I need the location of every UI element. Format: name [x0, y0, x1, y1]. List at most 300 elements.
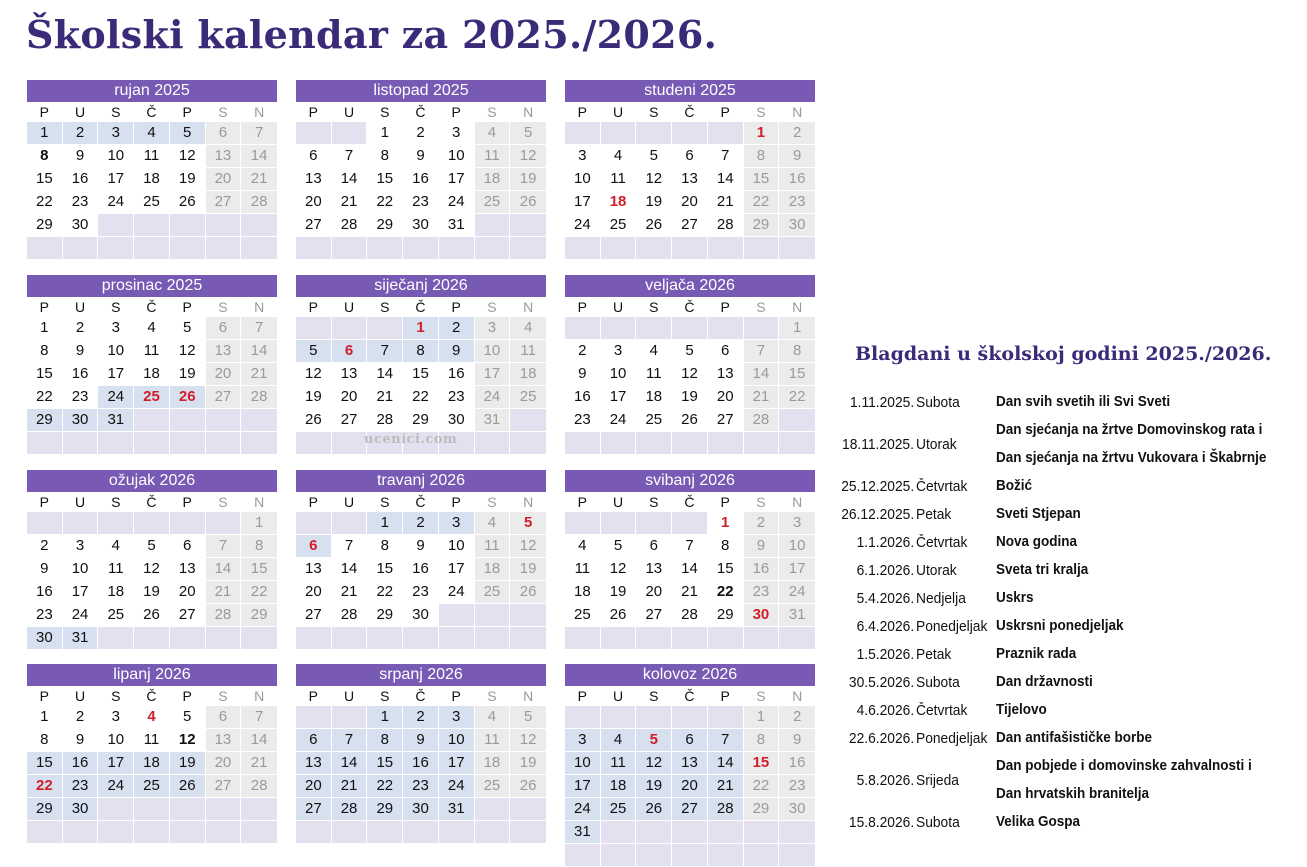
day-cell: 16	[403, 752, 439, 775]
day-cell: 18	[601, 191, 637, 214]
day-cell: 11	[475, 145, 511, 168]
day-cell: 23	[565, 409, 601, 432]
day-cell: 27	[672, 798, 708, 821]
empty-cell	[565, 237, 601, 260]
weekday-label: N	[779, 102, 815, 122]
holiday-weekday: Ponedjeljak	[916, 729, 988, 747]
weekday-label: S	[367, 297, 403, 317]
holiday-name	[996, 472, 1032, 500]
empty-cell	[63, 432, 99, 455]
empty-cell	[296, 627, 332, 650]
day-cell: 21	[672, 581, 708, 604]
day-cell: 2	[744, 512, 780, 535]
day-cell: 17	[565, 775, 601, 798]
empty-cell	[601, 237, 637, 260]
day-cell: 28	[332, 798, 368, 821]
day-cell: 13	[672, 168, 708, 191]
empty-cell	[510, 432, 546, 455]
day-cell: 5	[170, 706, 206, 729]
day-cell: 23	[63, 386, 99, 409]
day-cell: 30	[63, 214, 99, 237]
empty-cell	[403, 237, 439, 260]
empty-cell	[241, 627, 277, 650]
empty-cell	[170, 512, 206, 535]
empty-cell	[439, 237, 475, 260]
day-cell: 4	[134, 706, 170, 729]
day-cell: 5	[296, 340, 332, 363]
day-cell: 30	[27, 627, 63, 650]
weekday-label: P	[565, 297, 601, 317]
empty-cell	[206, 214, 242, 237]
day-cell: 18	[475, 752, 511, 775]
day-cell: 3	[601, 340, 637, 363]
day-cell: 14	[332, 558, 368, 581]
day-cell: 1	[367, 122, 403, 145]
weekday-label: P	[296, 102, 332, 122]
weekday-label: S	[636, 686, 672, 706]
day-cell: 30	[439, 409, 475, 432]
day-cell: 21	[241, 363, 277, 386]
day-cell: 19	[510, 752, 546, 775]
day-cell: 29	[367, 798, 403, 821]
holiday-name	[996, 500, 1081, 528]
day-cell: 28	[332, 214, 368, 237]
day-cell: 6	[708, 340, 744, 363]
day-cell: 4	[475, 122, 511, 145]
day-cell: 31	[779, 604, 815, 627]
day-cell: 10	[439, 145, 475, 168]
day-cell: 6	[206, 706, 242, 729]
day-cell: 31	[439, 798, 475, 821]
empty-cell	[510, 214, 546, 237]
day-cell: 13	[636, 558, 672, 581]
empty-cell	[672, 627, 708, 650]
day-cell: 28	[744, 409, 780, 432]
day-cell: 10	[565, 752, 601, 775]
holiday-row	[826, 416, 1296, 472]
empty-cell	[27, 821, 63, 844]
empty-cell	[672, 706, 708, 729]
day-cell: 22	[744, 191, 780, 214]
empty-cell	[170, 627, 206, 650]
empty-cell	[565, 512, 601, 535]
day-cell: 21	[206, 581, 242, 604]
holiday-name-line: Uskrs	[996, 589, 1034, 606]
day-cell: 7	[367, 340, 403, 363]
empty-cell	[779, 409, 815, 432]
day-cell: 8	[367, 729, 403, 752]
day-cell: 4	[475, 512, 511, 535]
day-cell: 12	[510, 145, 546, 168]
day-cell: 30	[779, 798, 815, 821]
day-cell: 14	[708, 752, 744, 775]
empty-cell	[241, 409, 277, 432]
empty-cell	[565, 627, 601, 650]
empty-cell	[63, 237, 99, 260]
day-cell: 13	[708, 363, 744, 386]
day-cell: 22	[779, 386, 815, 409]
holiday-weekday: Utorak	[916, 561, 957, 579]
day-cell: 6	[636, 535, 672, 558]
month-title: lipanj 2026	[27, 664, 277, 686]
holiday-name-line: Dan hrvatskih branitelja	[996, 785, 1150, 802]
day-cell: 7	[241, 706, 277, 729]
empty-cell	[708, 432, 744, 455]
weekday-label: Č	[134, 297, 170, 317]
holiday-row	[826, 808, 1296, 836]
day-cell: 17	[565, 191, 601, 214]
day-cell: 23	[403, 581, 439, 604]
day-cell: 19	[296, 386, 332, 409]
holiday-row	[826, 640, 1296, 668]
day-cell: 19	[510, 168, 546, 191]
holiday-name-line: Dan državnosti	[996, 673, 1093, 690]
day-cell: 26	[170, 386, 206, 409]
day-cell: 22	[403, 386, 439, 409]
day-cell: 15	[241, 558, 277, 581]
weekday-label: N	[779, 492, 815, 512]
empty-cell	[565, 844, 601, 867]
day-cell: 11	[475, 729, 511, 752]
day-cell: 1	[708, 512, 744, 535]
day-cell: 22	[241, 581, 277, 604]
weekday-label: S	[475, 492, 511, 512]
day-cell: 12	[672, 363, 708, 386]
day-cell: 21	[332, 581, 368, 604]
empty-cell	[672, 122, 708, 145]
day-cell: 19	[601, 581, 637, 604]
empty-cell	[134, 798, 170, 821]
month-title: kolovoz 2026	[565, 664, 815, 686]
day-cell: 11	[636, 363, 672, 386]
holiday-weekday: Četvrtak	[916, 701, 968, 719]
day-cell: 26	[170, 775, 206, 798]
weekday-label: N	[241, 297, 277, 317]
month-title: prosinac 2025	[27, 275, 277, 297]
day-cell: 21	[744, 386, 780, 409]
day-cell: 24	[779, 581, 815, 604]
day-cell: 9	[63, 729, 99, 752]
holiday-name-line: Božić	[996, 477, 1033, 494]
day-cell: 25	[475, 191, 511, 214]
day-cell: 10	[98, 145, 134, 168]
day-cell: 24	[475, 386, 511, 409]
day-cell: 1	[367, 512, 403, 535]
day-cell: 2	[63, 317, 99, 340]
day-cell: 20	[296, 191, 332, 214]
day-cell: 12	[510, 729, 546, 752]
day-cell: 28	[241, 775, 277, 798]
day-cell: 5	[170, 317, 206, 340]
day-cell: 7	[241, 122, 277, 145]
empty-cell	[510, 237, 546, 260]
empty-cell	[779, 821, 815, 844]
holiday-date: 1.5.2026.	[856, 645, 915, 663]
empty-cell	[708, 844, 744, 867]
month-calendar	[27, 80, 277, 260]
empty-cell	[636, 706, 672, 729]
holidays-title: Blagdani u školskoj godini 2025./2026.	[855, 343, 1272, 365]
day-cell: 20	[636, 581, 672, 604]
empty-cell	[332, 317, 368, 340]
weekday-label: N	[241, 102, 277, 122]
empty-cell	[565, 317, 601, 340]
day-cell: 18	[510, 363, 546, 386]
empty-cell	[134, 821, 170, 844]
day-cell: 27	[636, 604, 672, 627]
day-cell: 25	[134, 191, 170, 214]
empty-cell	[63, 512, 99, 535]
day-cell: 28	[241, 191, 277, 214]
day-cell: 11	[601, 168, 637, 191]
empty-cell	[332, 122, 368, 145]
holiday-weekday: Subota	[916, 393, 960, 411]
holiday-weekday: Nedjelja	[916, 589, 966, 607]
day-cell: 11	[601, 752, 637, 775]
day-cell: 17	[439, 558, 475, 581]
empty-cell	[744, 844, 780, 867]
holiday-name-line: Dan sjećanja na žrtvu Vukovara i Škabrnje	[995, 449, 1266, 466]
month-title: svibanj 2026	[565, 470, 815, 492]
day-cell: 14	[241, 340, 277, 363]
day-cell: 27	[332, 409, 368, 432]
holiday-row	[826, 500, 1296, 528]
empty-cell	[27, 512, 63, 535]
empty-cell	[98, 214, 134, 237]
day-cell: 23	[779, 775, 815, 798]
day-cell: 6	[206, 122, 242, 145]
day-cell: 3	[439, 706, 475, 729]
weekday-label: S	[475, 102, 511, 122]
empty-cell	[403, 627, 439, 650]
weekday-label: S	[475, 297, 511, 317]
holiday-name	[996, 388, 1170, 416]
holiday-row	[826, 668, 1296, 696]
day-cell: 16	[403, 168, 439, 191]
empty-cell	[708, 821, 744, 844]
holiday-date: 22.6.2026.	[848, 729, 915, 747]
empty-cell	[98, 512, 134, 535]
day-cell: 26	[636, 214, 672, 237]
day-cell: 16	[779, 752, 815, 775]
day-cell: 21	[332, 775, 368, 798]
day-cell: 2	[439, 317, 475, 340]
day-cell: 17	[475, 363, 511, 386]
month-calendar	[296, 664, 546, 844]
day-cell: 6	[296, 535, 332, 558]
day-cell: 17	[98, 168, 134, 191]
day-cell: 26	[672, 409, 708, 432]
weekday-label: Č	[403, 492, 439, 512]
day-cell: 5	[636, 145, 672, 168]
day-cell: 11	[134, 340, 170, 363]
day-cell: 27	[206, 386, 242, 409]
day-cell: 21	[241, 752, 277, 775]
weekday-label: Č	[134, 102, 170, 122]
holiday-date: 5.8.2026.	[856, 771, 915, 789]
day-cell: 9	[439, 340, 475, 363]
day-cell: 25	[510, 386, 546, 409]
day-cell: 28	[367, 409, 403, 432]
empty-cell	[510, 821, 546, 844]
day-cell: 15	[27, 363, 63, 386]
day-cell: 21	[367, 386, 403, 409]
empty-cell	[708, 706, 744, 729]
empty-cell	[27, 432, 63, 455]
day-cell: 7	[672, 535, 708, 558]
day-cell: 11	[134, 145, 170, 168]
day-cell: 10	[565, 168, 601, 191]
day-cell: 20	[672, 191, 708, 214]
day-cell: 18	[134, 752, 170, 775]
day-cell: 4	[475, 706, 511, 729]
weekday-label: N	[779, 686, 815, 706]
day-cell: 29	[27, 214, 63, 237]
day-cell: 13	[206, 145, 242, 168]
empty-cell	[708, 122, 744, 145]
weekday-label: S	[744, 492, 780, 512]
weekday-label: S	[98, 492, 134, 512]
day-cell: 7	[708, 729, 744, 752]
day-cell: 25	[475, 581, 511, 604]
day-cell: 1	[367, 706, 403, 729]
holiday-name	[996, 668, 1093, 696]
day-cell: 1	[27, 317, 63, 340]
holiday-date: 1.1.2026.	[856, 533, 915, 551]
day-cell: 8	[367, 535, 403, 558]
month-calendar	[27, 664, 277, 844]
empty-cell	[296, 821, 332, 844]
holiday-weekday: Utorak	[915, 435, 957, 453]
weekday-label: Č	[672, 492, 708, 512]
day-cell: 11	[98, 558, 134, 581]
empty-cell	[367, 237, 403, 260]
day-cell: 11	[565, 558, 601, 581]
weekday-label: P	[565, 102, 601, 122]
holiday-date: 6.1.2026.	[856, 561, 915, 579]
holiday-weekday: Petak	[916, 505, 952, 523]
holiday-name-line: Praznik rada	[996, 645, 1077, 662]
day-cell: 10	[439, 535, 475, 558]
holiday-date: 26.12.2025.	[841, 505, 915, 523]
day-cell: 3	[98, 706, 134, 729]
day-cell: 23	[63, 191, 99, 214]
day-cell: 28	[672, 604, 708, 627]
weekday-label: S	[475, 686, 511, 706]
empty-cell	[636, 844, 672, 867]
day-cell: 31	[475, 409, 511, 432]
day-cell: 8	[367, 145, 403, 168]
day-cell: 31	[63, 627, 99, 650]
month-calendar	[565, 275, 815, 455]
day-cell: 21	[332, 191, 368, 214]
day-cell: 16	[63, 168, 99, 191]
day-cell: 3	[475, 317, 511, 340]
day-cell: 14	[708, 168, 744, 191]
day-cell: 30	[63, 798, 99, 821]
day-cell: 26	[170, 191, 206, 214]
weekday-label: P	[439, 102, 475, 122]
empty-cell	[708, 237, 744, 260]
day-cell: 25	[475, 775, 511, 798]
holiday-name-line: Dan pobjede i domovinske zahvalnosti i	[996, 757, 1252, 774]
empty-cell	[672, 317, 708, 340]
weekday-label: S	[744, 297, 780, 317]
day-cell: 19	[134, 581, 170, 604]
holiday-weekday: Srijeda	[916, 771, 959, 789]
day-cell: 26	[510, 775, 546, 798]
empty-cell	[779, 627, 815, 650]
weekday-label: U	[332, 686, 368, 706]
day-cell: 3	[98, 317, 134, 340]
day-cell: 3	[565, 729, 601, 752]
day-cell: 12	[510, 535, 546, 558]
day-cell: 24	[439, 191, 475, 214]
weekday-label: P	[439, 297, 475, 317]
empty-cell	[439, 821, 475, 844]
empty-cell	[403, 821, 439, 844]
weekday-label: S	[636, 297, 672, 317]
page-title: Školski kalendar za 2025./2026.	[26, 12, 718, 57]
day-cell: 4	[134, 122, 170, 145]
day-cell: 27	[296, 798, 332, 821]
day-cell: 13	[296, 752, 332, 775]
weekday-label: P	[296, 297, 332, 317]
day-cell: 10	[779, 535, 815, 558]
empty-cell	[170, 214, 206, 237]
day-cell: 21	[708, 191, 744, 214]
month-calendar	[27, 275, 277, 455]
holiday-name-line: Nova godina	[996, 533, 1078, 550]
day-cell: 22	[367, 191, 403, 214]
day-cell: 4	[601, 729, 637, 752]
day-cell: 29	[744, 798, 780, 821]
day-cell: 18	[134, 363, 170, 386]
day-cell: 7	[241, 317, 277, 340]
day-cell: 4	[98, 535, 134, 558]
day-cell: 15	[744, 168, 780, 191]
day-cell: 8	[708, 535, 744, 558]
day-cell: 27	[708, 409, 744, 432]
month-calendar	[296, 470, 546, 650]
holiday-name-line: Dan svih svetih ili Svi Sveti	[996, 393, 1171, 410]
weekday-label: S	[367, 492, 403, 512]
day-cell: 28	[241, 386, 277, 409]
holiday-date: 15.8.2026.	[848, 813, 915, 831]
day-cell: 3	[565, 145, 601, 168]
day-cell: 8	[241, 535, 277, 558]
day-cell: 26	[510, 581, 546, 604]
empty-cell	[98, 627, 134, 650]
day-cell: 19	[636, 191, 672, 214]
empty-cell	[332, 237, 368, 260]
day-cell: 8	[27, 729, 63, 752]
holiday-weekday: Ponedjeljak	[916, 617, 988, 635]
holiday-date: 5.4.2026.	[856, 589, 915, 607]
day-cell: 8	[744, 145, 780, 168]
weekday-label: Č	[672, 102, 708, 122]
weekday-label: P	[170, 102, 206, 122]
holiday-weekday: Subota	[916, 813, 960, 831]
day-cell: 12	[636, 752, 672, 775]
day-cell: 2	[63, 706, 99, 729]
day-cell: 11	[134, 729, 170, 752]
empty-cell	[170, 821, 206, 844]
day-cell: 17	[439, 168, 475, 191]
holiday-date: 18.11.2025.	[842, 435, 914, 453]
empty-cell	[601, 432, 637, 455]
day-cell: 7	[332, 729, 368, 752]
